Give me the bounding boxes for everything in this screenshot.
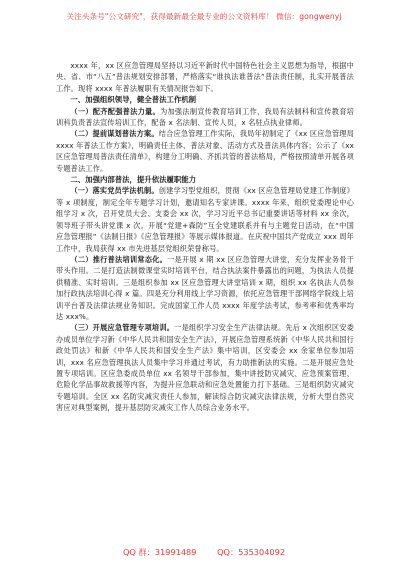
section-2-title: 二、加强内部普法，提升依法履职能力: [70, 175, 197, 185]
footer-qq-group: QQ 群：31991489: [122, 547, 197, 557]
intro-paragraph: xxxx 年，xx 区应急管理局坚持以习近平新时代中国特色社会主义思想为指导，根据中央、省、市“八五”普法规划安排部署，严格落实“谁执法谁普法”普法责任制，扎实开展普法工作。现将 xxxx 年普法履职有关情况报告如下。: [56, 61, 354, 93]
paragraph-lead: （三）开展应急管理专项培训。: [70, 323, 175, 333]
paragraph-text: 为加强法制宣传教育培训工作，我局有法制科和宣传教育培训科负责普法宣传培训工作，配备 x 名法制、宣传人员，x 名驻点执业律师。: [56, 106, 354, 128]
section-2-paragraph-2: [56, 254, 354, 322]
paragraph-lead: （一）落实党员学法机制。: [70, 186, 159, 196]
paragraph-text: 一是开展 x 期 xx 区应急管理大讲堂，充分发挥业务骨干带头作用。二是打造法制微课堂实时培训平台，结合执法案件暴露出的问题，为执法人员提供精准、实时培训。三是组织参加 xx 区应急管理大讲堂培训 x 期，组织 xx 名执法人员参加行政执法培训心得 x 篇。四是充分利用线上学习资源，依托应急管理干部网络学院线上培训平台普及法律法规业务知识。完成国家工作人员 xxxx 年度学法考试，参考率和优秀率均达 xxx%。: [56, 254, 354, 321]
paragraph-lead: （一）配齐配强普法力量。: [70, 106, 160, 116]
section-1-paragraph-1: [56, 106, 354, 129]
footer-qq: QQ：535304092: [217, 547, 286, 557]
footer-contact: [0, 547, 408, 558]
section-2-paragraph-1: [56, 185, 354, 253]
document-body: [56, 60, 354, 414]
paragraph-lead: （二）提前谋划普法方案。: [70, 129, 159, 139]
section-1-title: 一、加强组织领导，健全普法工作机制: [70, 95, 197, 105]
paragraph-text: 结合应急管理工作实际，我局年初制定了《xx 区应急管理局 xxxx 年普法工作方案》，明确责任主体、普法对象、活动方式及普法具体内容；公示了《xx 区应急管理局普法责任清单》，构建分工明确、齐抓共管的普法格局，严格按照清单开展各项专题普法工作。: [56, 129, 354, 173]
section-2-paragraph-3: [56, 322, 354, 413]
paragraph-lead: （二）推行普法培训常态化。: [70, 254, 168, 264]
paragraph-text: 一是组织学习安全生产法律法规。先后 x 次组织区安委办成员单位学习新《中华人民共和国安全生产法》，开展应急管理系统新《中华人民共和国行政处罚法》和新《中华人民共和国安全生产法》集中培训，区安委会 xx 余家单位参加培训，xxx 名应急管理执法人员集中学习并通过考试，有力助推新法的实施。二是开展应急处置专项培训。区应急委成员单位 xx 名领导干部参加，集中讲授防灾减灾、应急预案管理、危险化学品事故救援等内容，为提升应急联动和应急处置能力打下基础。三是组织防灾减灾专题培训。全区 xx 名防灾减灾责任人参加，解读综合防灾减灾法律法规，分析大型自然灾害应对典型案例，提升基层防灾减灾工作人员综合业务水平。: [56, 323, 354, 413]
promo-banner: 关注头条号"公文研究"，获得最新最全最专业的公文资料库！ 微信：gongwenyj: [66, 12, 342, 21]
paragraph-text: 创建学习型党组织，贯彻《xx 区应急管理局党建工作制度》等 x 项制度，制定全年专题学习计划，邀请知名专家讲课。xxxx 年来，组织党委理论中心组学习 x 次，召开党员大会、支委会 xx 次，学习习近平总书记重要讲话等材料 xx 余次，领导班子带头讲党课 x 次。开展“党建+森防”互全党建联系并有与主题党日活动，在“中国应急管理报”《法制日报》《应急管理报》等展示媒体报道。在庆祝中国共产党成立 xxx 周年工作中，我局获得 xx 市先进基层党组织荣誉称号。: [56, 186, 354, 253]
section-1-paragraph-2: [56, 128, 354, 174]
